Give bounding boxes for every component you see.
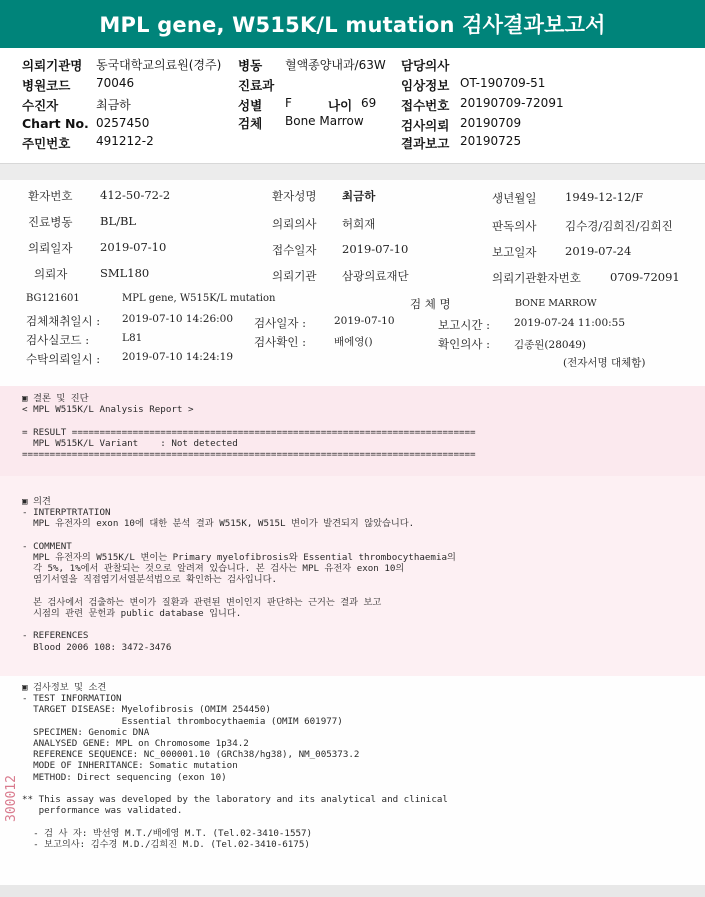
report-title-banner <box>0 0 705 48</box>
req-date-value: 2019-07-10 <box>100 240 167 254</box>
receive-time-value: 2019-07-10 14:24:19 <box>122 351 234 363</box>
req-date-label: 의뢰일자 <box>28 241 73 255</box>
verifier-value: 김종원(28049) <box>514 339 587 351</box>
conclusion-section: ▣ 결론 및 진단 < MPL W515K/L Analysis Report > = RESULT ========================================================================= MPL W515K/L Variant : Not detected ================================================================================== <box>22 393 476 461</box>
collect-time-label: 검체채취일시 : <box>26 314 101 328</box>
ward-value: 혈액종양내과/63W <box>285 58 386 72</box>
chart-label: Chart No. <box>22 116 89 131</box>
confirm-label: 검사확인 : <box>254 335 306 349</box>
receive-time-label: 수탁의뢰일시 : <box>26 352 101 366</box>
requester-label: 의뢰자 <box>34 267 68 281</box>
report-time-value: 2019-07-24 11:00:55 <box>514 317 626 329</box>
test-request-label: 검사의뢰 <box>401 118 450 133</box>
rep-date-value: 2019-07-24 <box>565 244 632 258</box>
report-date-label: 결과보고 <box>401 136 450 151</box>
patient-no-value: 412-50-72-2 <box>100 188 171 202</box>
ref-inst-value: 삼광의료재단 <box>342 269 409 283</box>
id-value: 491212-2 <box>96 134 154 148</box>
verifier-label: 확인의사 : <box>438 337 490 351</box>
side-number-text: 300012 <box>4 775 19 822</box>
test-name: MPL gene, W515K/L mutation <box>122 293 276 304</box>
code-value: 70046 <box>96 76 135 90</box>
clinical-label: 임상정보 <box>401 78 450 93</box>
hospital-label: 의뢰기관명 <box>22 58 83 73</box>
ward-label: 병동 <box>238 58 263 73</box>
ref-doctor-value: 허희재 <box>342 217 376 231</box>
ward-value-2: BL/BL <box>100 214 137 228</box>
lab-code-value: L81 <box>122 332 143 344</box>
test-code: BG121601 <box>26 293 80 304</box>
confirm-value: 배에영() <box>334 336 373 348</box>
divider-bar <box>0 163 705 180</box>
collector-value: 최금하 <box>96 98 131 112</box>
recv-date-label: 접수일자 <box>272 243 317 257</box>
footer-bar <box>0 885 705 897</box>
ref-patient-label: 의뢰기관환자번호 <box>492 271 581 285</box>
age-label: 나이 <box>328 98 353 113</box>
lab-code-label: 검사실코드 : <box>26 333 90 347</box>
code-label: 병원코드 <box>22 78 71 93</box>
test-info-section: ▣ 검사정보 및 소견 - TEST INFORMATION TARGET DISEASE: Myelofibrosis (OMIM 254450) Essential thrombocythaemia (OMIM 601977) SPECIMEN: Genomic DNA ANALYSED GENE: MPL on Chromosome 1p34.2 REFERENCE SEQUENCE: NC_000001.10 (GRCh38/hg38), NM_005373.2 MODE OF INHERITANCE: Somatic mutation METHOD: Direct sequencing (exon 10) ** This assay was developed by the laboratory and its analytical and clinical performance was validated. - 검 사 자: 박선영 M.T./배에영 M.T. (Tel.02-3410-1557) - 보고의사: 김수경 M.D./김희진 M.D. (Tel.02-3410-6175) <box>22 682 448 850</box>
receipt-label: 접수번호 <box>401 98 450 113</box>
specimen-label: 검체 <box>238 116 263 131</box>
ref-doctor-label: 의뢰의사 <box>272 217 317 231</box>
receipt-value: 20190709-72091 <box>460 96 564 110</box>
test-date-value: 2019-07-10 <box>334 315 395 327</box>
specimen-value: Bone Marrow <box>285 114 364 128</box>
reader-value: 김수경/김희진/김희진 <box>565 219 673 233</box>
patient-name-label: 환자성명 <box>272 189 317 203</box>
dept-label: 진료과 <box>238 78 275 93</box>
chart-value: 0257450 <box>96 116 150 130</box>
clinical-value: OT-190709-51 <box>460 76 546 90</box>
collect-time-value: 2019-07-10 14:26:00 <box>122 313 234 325</box>
specimen-value-2: BONE MARROW <box>515 298 597 309</box>
age-value: 69 <box>361 96 377 110</box>
test-request-value: 20190709 <box>460 116 522 130</box>
doctor-label: 담당의사 <box>401 58 450 73</box>
sex-value: F <box>285 96 292 110</box>
requester-value: SML180 <box>100 266 150 280</box>
dob-label: 생년월일 <box>492 191 537 205</box>
side-reference-number <box>4 762 19 822</box>
request-info-panel <box>0 48 705 163</box>
reader-label: 판독의사 <box>492 219 537 233</box>
collector-label: 수진자 <box>22 98 59 113</box>
hospital-value: 동국대학교의료원(경주) <box>96 58 222 72</box>
sex-label: 성별 <box>238 98 263 113</box>
signature-note: (전자서명 대체함) <box>563 357 646 369</box>
scanned-report <box>0 180 705 897</box>
ref-patient-value: 0709-72091 <box>610 270 680 284</box>
recv-date-value: 2019-07-10 <box>342 242 409 256</box>
dob-value: 1949-12-12/F <box>565 190 644 204</box>
rep-date-label: 보고일자 <box>492 245 537 259</box>
report-date-value: 20190725 <box>460 134 522 148</box>
opinion-section: ▣ 의견 - INTERPTRTATION MPL 유전자의 exon 10에 대한 분석 결과 W515K, W515L 변이가 발견되지 않았습니다. - COMMENT MPL 유전자의 W515K/L 변이는 Primary myelofibrosis와 Essential thrombocythaemia의 각 5%, 1%에서 관찰되는 것으로 알려져 있습니다. 본 검사는 MPL 유전자 exon 10의 염기서열을 직접염기서열분석법으로 확인하는 검사입니다. 본 검사에서 검출하는 변이가 질환과 관련된 변이인지 판단하는 근거는 결과 보고 시점의 관련 문헌과 public database 입니다. - REFERENCES Blood 2006 108: 3472-3476 <box>22 496 456 653</box>
test-date-label: 검사일자 : <box>254 316 306 330</box>
report-time-label: 보고시간 : <box>438 318 490 332</box>
ref-inst-label: 의뢰기관 <box>272 269 317 283</box>
report-title: MPL gene, W515K/L mutation 검사결과보고서 <box>99 13 606 37</box>
specimen-label-2: 검 체 명 <box>410 297 451 311</box>
ward-label-2: 진료병동 <box>28 215 73 229</box>
patient-no-label: 환자번호 <box>28 189 73 203</box>
patient-name-value: 최금하 <box>342 189 376 203</box>
id-label: 주민번호 <box>22 136 71 151</box>
